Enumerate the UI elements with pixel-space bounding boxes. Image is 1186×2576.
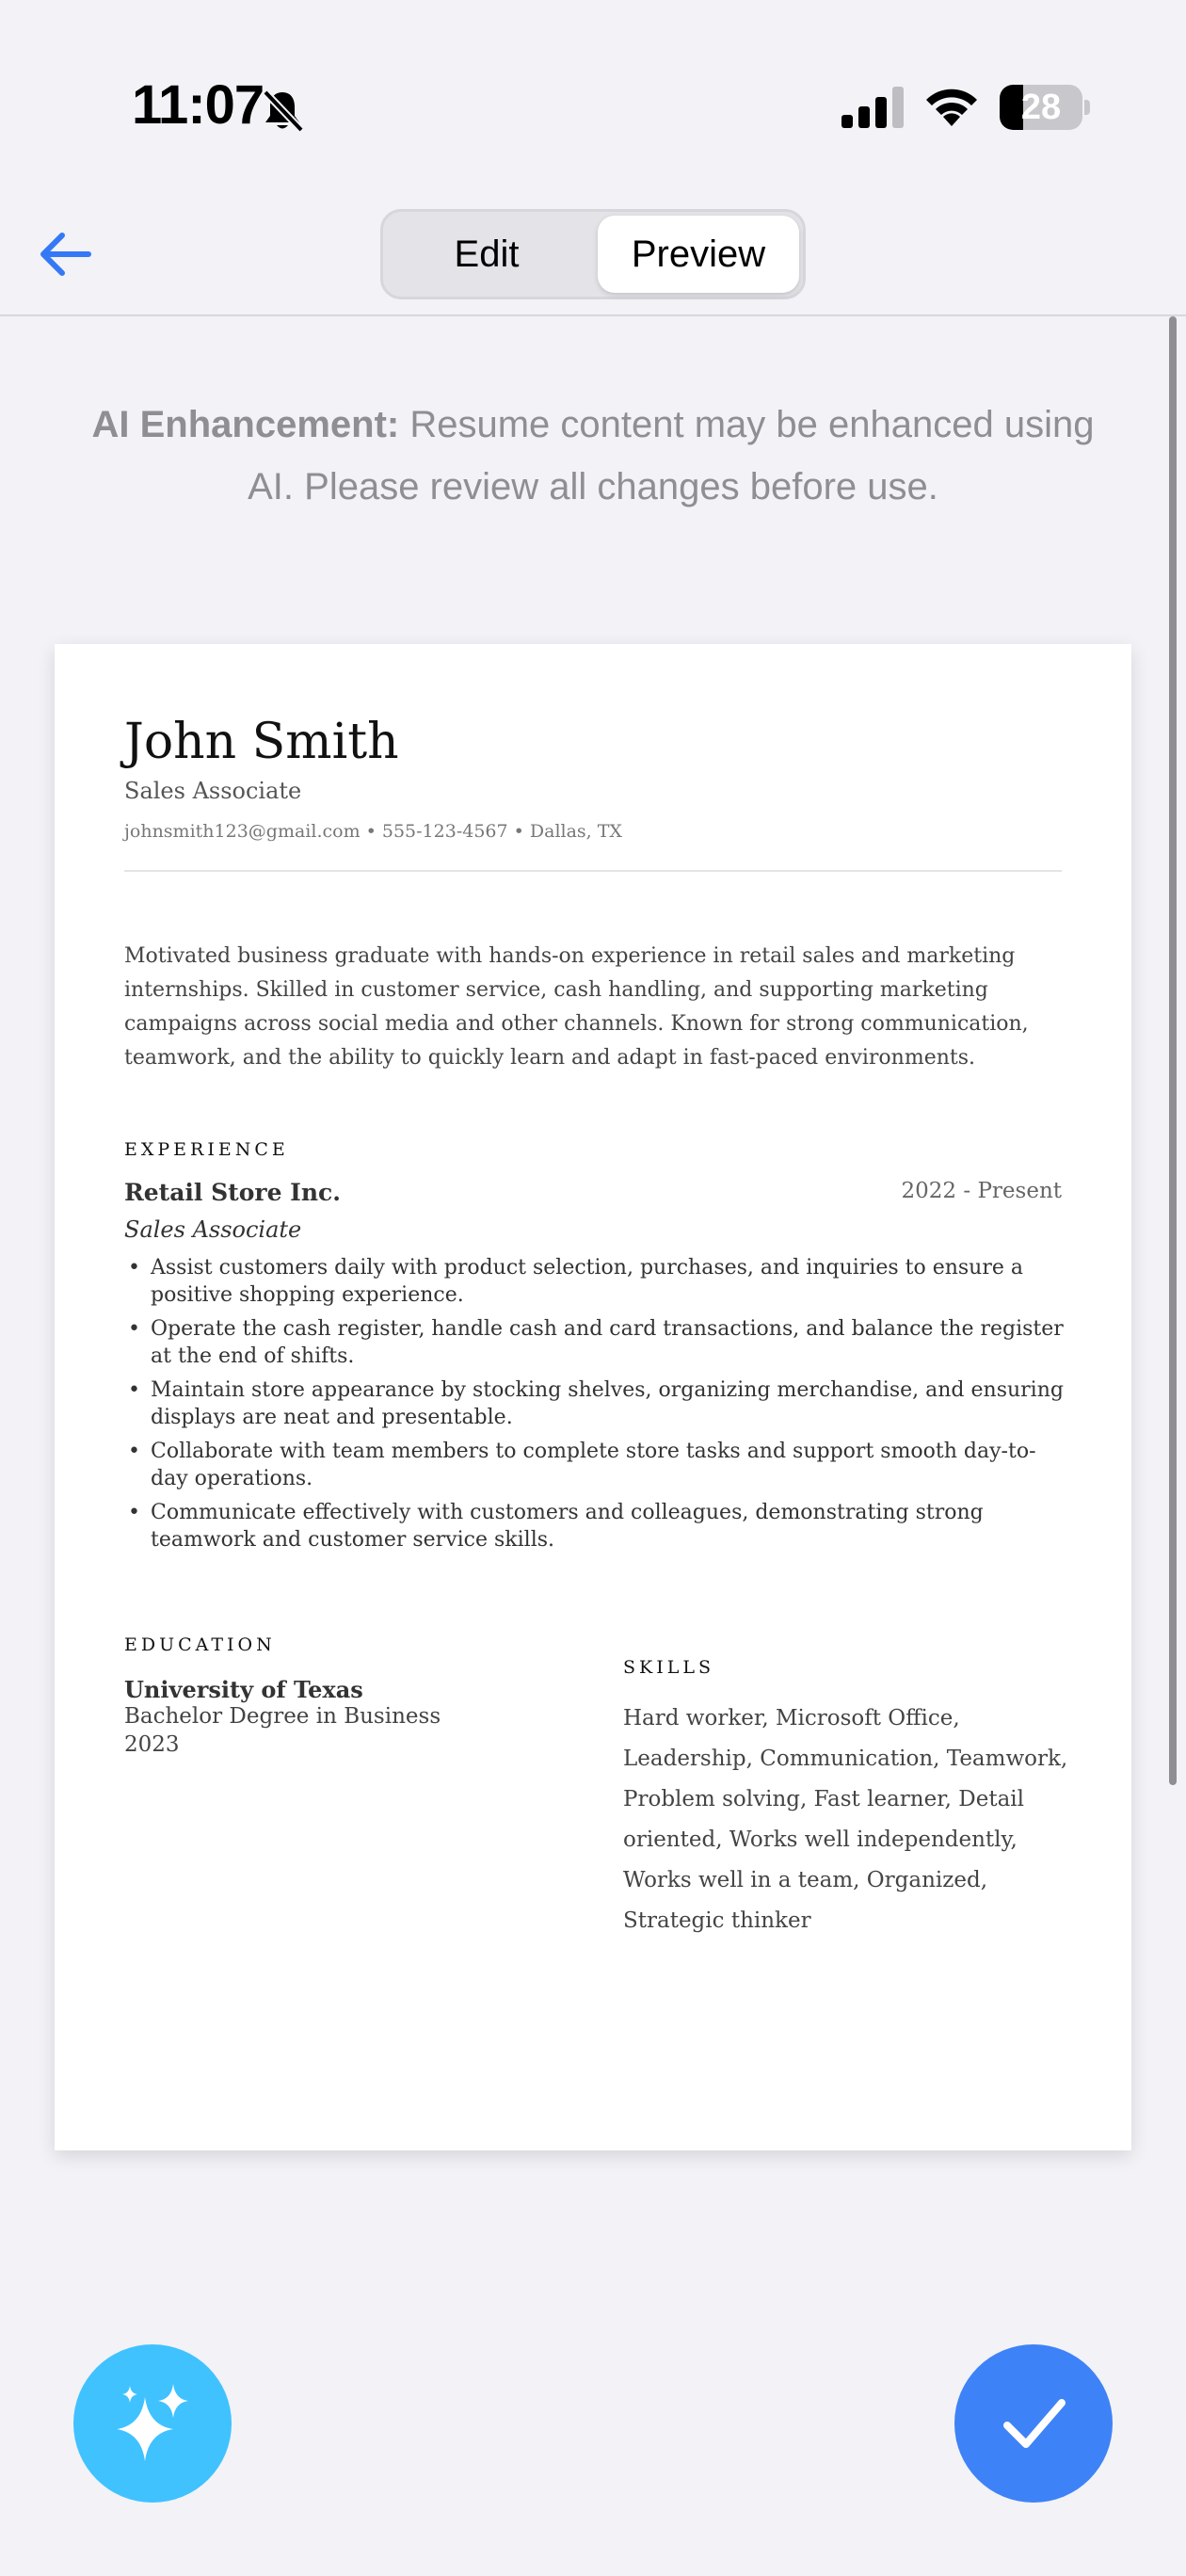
education-heading: EDUCATION: [124, 1634, 276, 1655]
notice-text: Resume content may be enhanced using AI. Please review all changes before use.: [248, 404, 1095, 507]
battery-level: 28: [1020, 88, 1062, 127]
skills-list: Hard worker, Microsoft Office, Leadership, Communication, Teamwork, Problem solving, Fast learner, Detail oriented, Works well independently, Works well in a team, Organized, Strategic thinker: [623, 1706, 1068, 1933]
edit-preview-toggle: [380, 209, 806, 299]
sparkles-icon: [73, 2344, 232, 2503]
job-bullet-list: [124, 1254, 1066, 1560]
status-bar: [0, 0, 1186, 188]
resume-contact: johnsmith123@gmail.com • 555-123-4567 • Dallas, TX: [124, 821, 622, 842]
notice-label: AI Enhancement:: [91, 404, 400, 445]
resume-name: John Smith: [124, 714, 399, 770]
experience-heading: EXPERIENCE: [124, 1139, 289, 1160]
education-degree: Bachelor Degree in Business: [124, 1704, 441, 1729]
education-year: 2023: [124, 1732, 180, 1757]
nav-bar: [0, 188, 1186, 316]
resume-preview: [55, 644, 1131, 2150]
ai-enhance-button[interactable]: [73, 2344, 232, 2503]
cellular-signal-icon: [841, 87, 904, 128]
resume-summary: Motivated business graduate with hands-on experience in retail sales and marketing internships. Skilled in customer service, cash handling, and supporting marketing campaigns across social media and other channels. Known for strong communication, teamwork, and the ability to quickly learn and adapt in fast-paced environments.: [124, 944, 1029, 1070]
job-company: Retail Store Inc.: [124, 1179, 341, 1206]
arrow-left-icon[interactable]: [34, 226, 96, 282]
job-role: Sales Associate: [124, 1216, 302, 1243]
tab-preview[interactable]: Preview: [598, 216, 799, 293]
resume-title: Sales Associate: [124, 778, 302, 804]
done-button[interactable]: [954, 2344, 1113, 2503]
job-bullet: • Assist customers daily with product selection, purchases, and inquiries to ensure a positive shopping experience.: [124, 1254, 1066, 1309]
job-dates: 2022 - Present: [901, 1179, 1062, 1203]
divider: [124, 870, 1062, 872]
battery-icon: [1000, 85, 1090, 130]
skills-heading: SKILLS: [623, 1657, 714, 1678]
job-bullet: • Maintain store appearance by stocking shelves, organizing merchandise, and ensuring displays are neat and presentable.: [124, 1377, 1066, 1431]
scroll-indicator[interactable]: [1169, 316, 1177, 1785]
bell-slash-icon: [258, 87, 307, 136]
ai-enhancement-notice: [75, 394, 1111, 518]
status-time: 11:07: [132, 74, 264, 136]
checkmark-icon: [954, 2344, 1113, 2503]
job-bullet: • Communicate effectively with customers and colleagues, demonstrating strong teamwork and customer service skills.: [124, 1499, 1066, 1554]
job-bullet: • Collaborate with team members to complete store tasks and support smooth day-to-day operations.: [124, 1438, 1066, 1492]
wifi-icon: [922, 83, 981, 128]
education-school: University of Texas: [124, 1676, 363, 1703]
job-bullet: • Operate the cash register, handle cash and card transactions, and balance the register at the end of shifts.: [124, 1315, 1066, 1370]
tab-edit[interactable]: Edit: [454, 233, 520, 275]
